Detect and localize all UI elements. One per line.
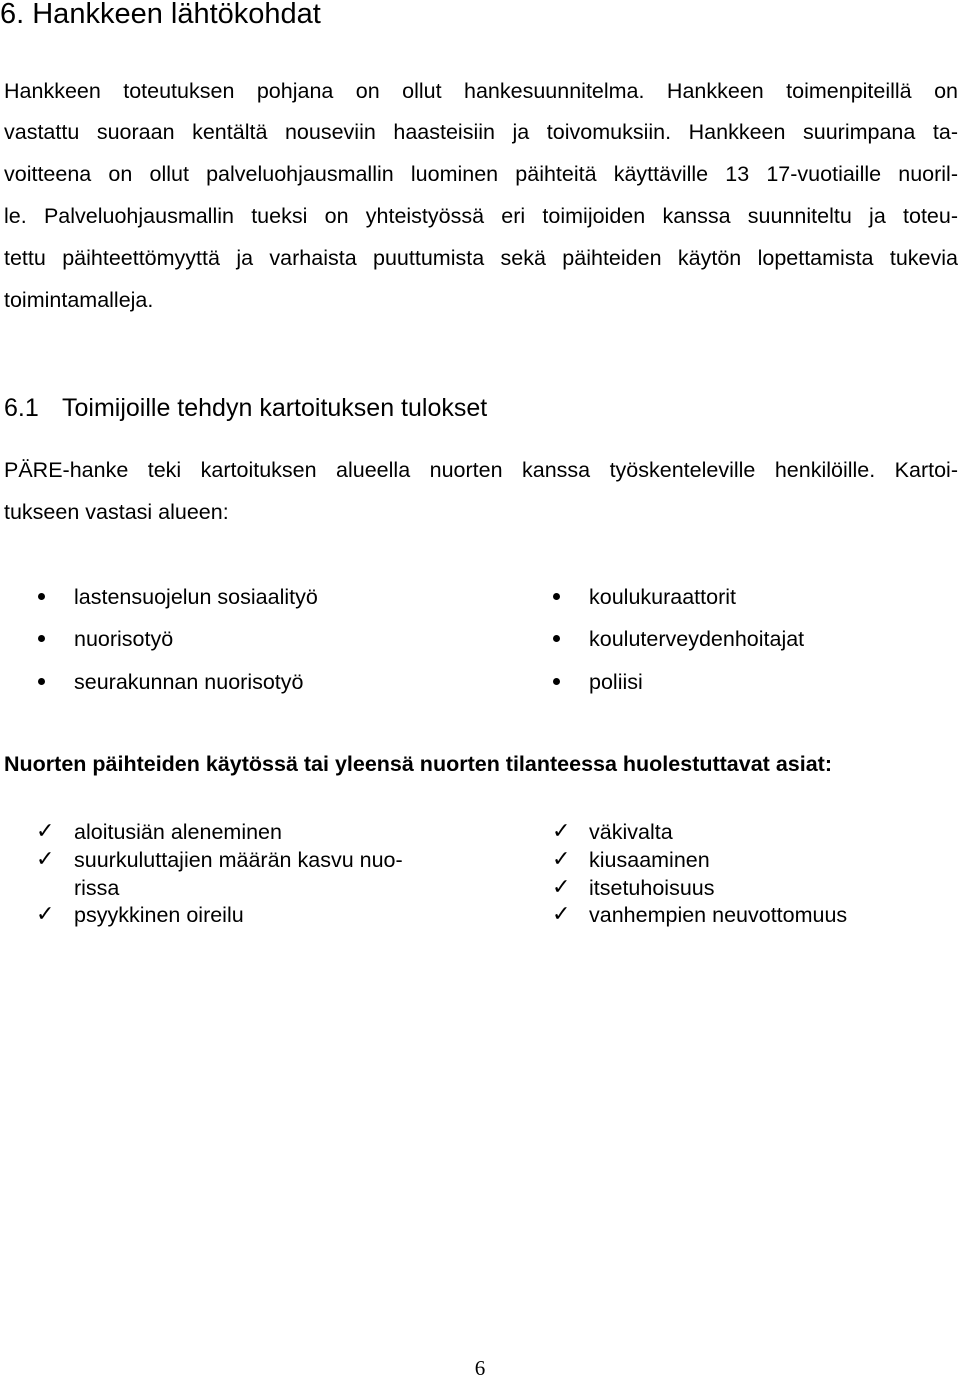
respondent-item: kouluterveydenhoitajat: [589, 627, 805, 651]
paragraph-text: le. Palveluohjausmallin tueksi on yhteistyössä eri toimijoiden kanssa suunniteltu ja toteu-: [4, 204, 958, 228]
bullet-icon: [38, 635, 45, 642]
bullet-icon: [38, 593, 45, 600]
concern-item: psyykkinen oireilu: [74, 903, 244, 927]
concern-item: vanhempien neuvottomuus: [589, 903, 848, 927]
bullet-icon: [38, 678, 45, 685]
respondent-item: koulukuraattorit: [589, 585, 736, 609]
bullet-icon: [553, 593, 560, 600]
paragraph-text: voitteena on ollut palveluohjausmallin luominen päihteitä käyttäville 13 17-vuotiaille nuoril-: [4, 162, 958, 186]
concern-item: kiusaaminen: [589, 848, 710, 872]
respondent-item: seurakunnan nuorisotyö: [74, 670, 304, 694]
checkmark-icon: ✓: [36, 902, 55, 927]
checkmark-icon: ✓: [552, 819, 571, 844]
paragraph-line-5: [4, 244, 958, 272]
concern-item-continued: rissa: [74, 876, 120, 900]
checkmark-icon: ✓: [36, 819, 55, 844]
bullet-icon: [553, 635, 560, 642]
respondent-item: lastensuojelun sosiaalityö: [74, 585, 318, 609]
respondent-item: poliisi: [589, 670, 643, 694]
intro-line-2: tukseen vastasi alueen:: [4, 500, 229, 524]
checkmark-icon: ✓: [36, 847, 55, 872]
paragraph-text: tettu päihteettömyyttä ja varhaista puuttumista sekä päihteiden käytön lopettamista tukevia: [4, 246, 958, 270]
paragraph-line-3: [4, 160, 958, 188]
paragraph-line-4: [4, 202, 958, 230]
concern-item: suurkuluttajien määrän kasvu nuo-: [74, 848, 403, 872]
concern-item: väkivalta: [589, 820, 673, 844]
intro-text: PÄRE-hanke teki kartoituksen alueella nuorten kanssa työskenteleville henkilöille. Kartoi-: [4, 458, 958, 482]
paragraph-text: vastattu suoraan kentältä nouseviin haasteisiin ja toivomuksiin. Hankkeen suurimpana ta-: [4, 120, 958, 144]
paragraph-line-6: toimintamalleja.: [4, 288, 154, 312]
respondent-item: nuorisotyö: [74, 627, 174, 651]
concern-item: aloitusiän aleneminen: [74, 820, 282, 844]
subsection-heading: [4, 392, 487, 424]
page-number: 6: [474, 1356, 486, 1380]
intro-line-1: [4, 456, 958, 484]
subsection-number: 6.1: [4, 394, 39, 422]
checkmark-icon: ✓: [552, 902, 571, 927]
checkmark-icon: ✓: [552, 847, 571, 872]
concerns-heading: Nuorten päihteiden käytössä tai yleensä nuorten tilanteessa huolestuttavat asiat:: [4, 752, 832, 776]
section-heading: 6. Hankkeen lähtökohdat: [0, 0, 321, 30]
paragraph-line-2: [4, 118, 958, 146]
subsection-title: Toimijoille tehdyn kartoituksen tulokset: [62, 394, 488, 422]
paragraph-line-1: [4, 77, 958, 105]
concern-item: itsetuhoisuus: [589, 876, 715, 900]
paragraph-text: Hankkeen toteutuksen pohjana on ollut hankesuunnitelma. Hankkeen toimenpiteillä on: [4, 79, 958, 103]
checkmark-icon: ✓: [552, 875, 571, 900]
bullet-icon: [553, 678, 560, 685]
